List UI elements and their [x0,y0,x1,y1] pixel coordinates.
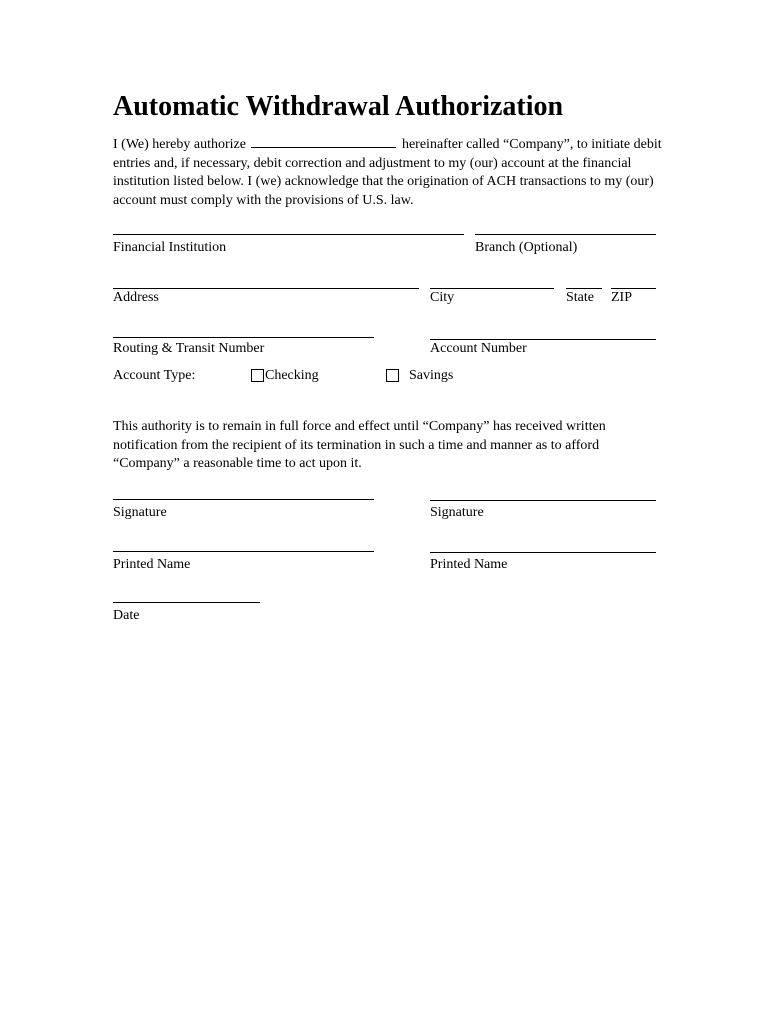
signature-line-2[interactable] [430,500,656,501]
savings-checkbox[interactable] [386,369,399,382]
signature-label-1: Signature [113,505,167,520]
printed-name-label-1: Printed Name [113,557,191,572]
zip-line[interactable] [611,288,656,289]
signature-label-2: Signature [430,505,484,520]
intro-text-rest: hereinafter called “Company”, to initiate debit entries and, if necessary, debit correction and adjustment to my (our) account at the financial institution listed below. I (we) acknowledge that the origination of ACH transactions to my (our) account must comply with the provisions of U.S. law. [113,137,662,208]
printed-name-label-2: Printed Name [430,557,508,572]
page-title: Automatic Withdrawal Authorization [113,91,564,122]
authority-paragraph: This authority is to remain in full force and effect until “Company” has received written notification from the recipient of its termination in such a time and manner as to afford “Company” a reasonable time to act upon it. [113,419,606,471]
address-label: Address [113,290,159,305]
checking-label: Checking [265,368,319,383]
account-type-label: Account Type: [113,368,196,383]
printed-name-line-1[interactable] [113,551,374,552]
branch-label: Branch (Optional) [475,240,578,255]
checking-checkbox[interactable] [251,369,264,382]
date-line[interactable] [113,602,260,603]
financial-institution-line[interactable] [113,234,464,235]
state-line[interactable] [566,288,602,289]
city-line[interactable] [430,288,554,289]
intro-paragraph [113,135,673,210]
zip-label: ZIP [611,290,632,305]
branch-line[interactable] [475,234,656,235]
company-name-blank[interactable] [251,135,396,148]
date-label: Date [113,608,140,623]
account-number-label: Account Number [430,341,527,356]
city-label: City [430,290,455,305]
printed-name-line-2[interactable] [430,552,656,553]
address-line[interactable] [113,288,419,289]
routing-number-line[interactable] [113,337,374,338]
signature-line-1[interactable] [113,499,374,500]
state-label: State [566,290,594,305]
account-number-line[interactable] [430,339,656,340]
financial-institution-label: Financial Institution [113,240,227,255]
savings-label: Savings [409,368,454,383]
intro-text-start: I (We) hereby authorize [113,137,246,152]
routing-number-label: Routing & Transit Number [113,341,265,356]
